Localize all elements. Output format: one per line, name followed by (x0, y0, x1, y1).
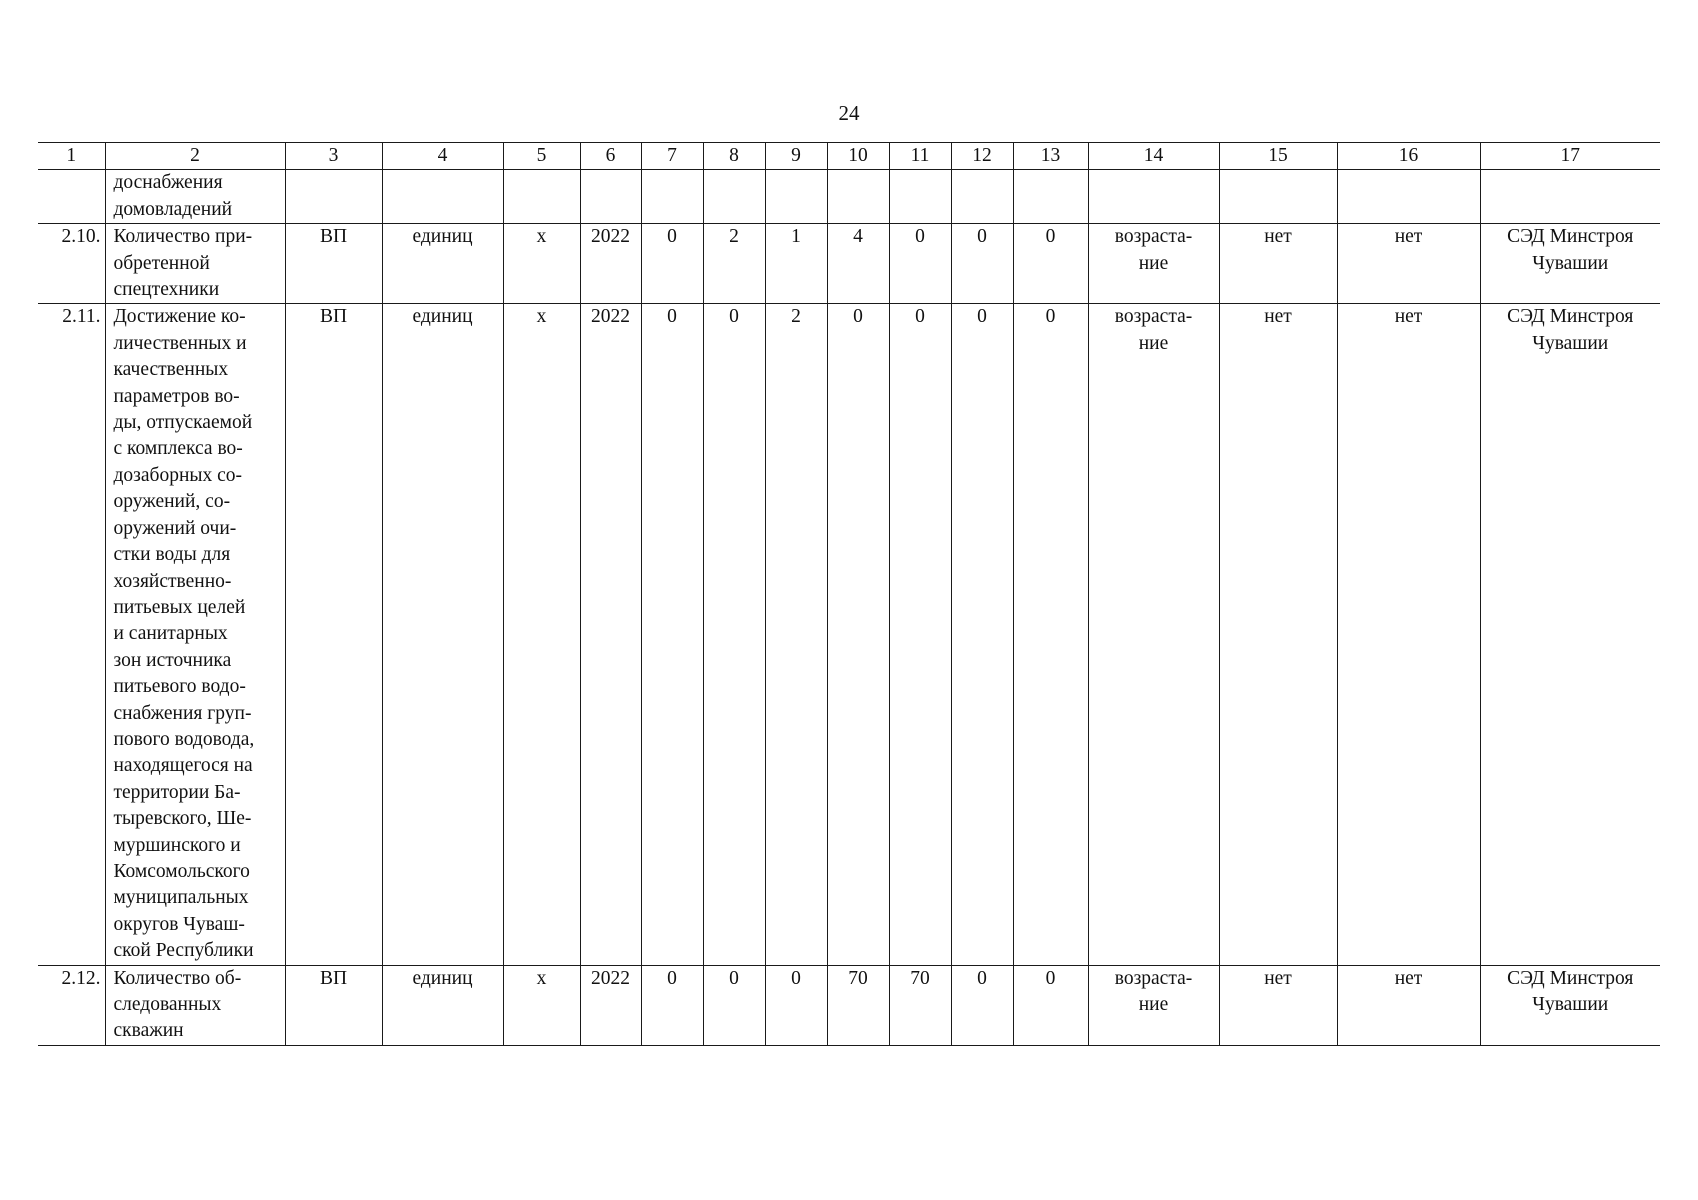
indicator-name-line: Достижение ко- (113, 306, 246, 328)
indicator-name-line: питьевых целей (113, 596, 246, 618)
value-col-15-cell: нет (1219, 965, 1337, 1045)
indicator-type-cell: ВП (285, 304, 382, 965)
column-number: 2 (105, 143, 285, 170)
value-col-13-cell: 0 (1013, 965, 1088, 1045)
indicator-name-line: следованных (113, 994, 222, 1015)
trend-cell (1088, 965, 1219, 1045)
base-value-cell (503, 170, 580, 224)
value-col-9-cell: 1 (765, 224, 827, 304)
base-year-cell: 2022 (580, 304, 641, 965)
info-system-line: Чувашии (1532, 994, 1609, 1015)
value-col-12-cell: 0 (951, 304, 1013, 965)
value-col-9-cell: 2 (765, 304, 827, 965)
info-system-line: СЭД Минстроя (1507, 226, 1634, 248)
base-year-cell (580, 170, 641, 224)
indicator-name-line: домовладений (113, 198, 233, 220)
column-number: 10 (827, 143, 889, 170)
info-system-cell (1480, 224, 1660, 304)
indicator-name-line: находящегося на (113, 755, 253, 777)
base-year-cell: 2022 (580, 965, 641, 1045)
indicator-name-line: снабжения груп- (113, 702, 252, 724)
table-row (38, 304, 1660, 965)
indicator-name-line: оружений, со- (113, 491, 231, 513)
value-col-12-cell: 0 (951, 224, 1013, 304)
value-col-11-cell: 0 (889, 224, 951, 304)
indicator-name-line: доснабжения (113, 172, 223, 194)
value-col-15-cell (1219, 170, 1337, 224)
column-number: 11 (889, 143, 951, 170)
value-col-16-cell: нет (1337, 965, 1480, 1045)
column-number: 3 (285, 143, 382, 170)
indicator-name-line: качественных (113, 359, 229, 381)
column-number: 1 (38, 143, 105, 170)
value-col-11-cell (889, 170, 951, 224)
unit-cell (382, 170, 503, 224)
column-number: 4 (382, 143, 503, 170)
indicator-name-line: округов Чуваш- (113, 913, 245, 935)
indicator-name-line: личественных и (113, 332, 247, 354)
column-number: 12 (951, 143, 1013, 170)
column-number: 7 (641, 143, 703, 170)
indicator-number-cell: 2.12. (38, 965, 105, 1045)
indicator-number-cell: 2.11. (38, 304, 105, 965)
base-year-cell: 2022 (580, 224, 641, 304)
indicator-name-cell (105, 170, 285, 224)
value-col-8-cell: 0 (703, 304, 765, 965)
value-col-12-cell (951, 170, 1013, 224)
unit-cell: единиц (382, 304, 503, 965)
indicator-name-line: пового водовода, (113, 728, 255, 750)
trend-line: ние (1138, 332, 1169, 354)
table-row (38, 170, 1660, 224)
trend-line: ние (1138, 994, 1169, 1015)
indicator-name-line: с комплекса во- (113, 438, 243, 460)
column-number: 5 (503, 143, 580, 170)
indicators-table (38, 142, 1660, 1046)
info-system-cell (1480, 304, 1660, 965)
info-system-line: Чувашии (1532, 332, 1609, 354)
trend-line: возраста- (1114, 226, 1193, 248)
value-col-11-cell: 0 (889, 304, 951, 965)
column-number: 15 (1219, 143, 1337, 170)
base-value-cell: х (503, 304, 580, 965)
table-body (38, 143, 1660, 1046)
unit-cell: единиц (382, 224, 503, 304)
value-col-12-cell: 0 (951, 965, 1013, 1045)
indicator-name-line: Количество при- (113, 226, 253, 248)
indicator-name-line: обретенной (113, 252, 210, 274)
info-system-cell (1480, 965, 1660, 1045)
column-number: 8 (703, 143, 765, 170)
indicator-name-line: дозаборных со- (113, 464, 243, 486)
value-col-7-cell: 0 (641, 224, 703, 304)
trend-line: возраста- (1114, 967, 1193, 989)
info-system-line: СЭД Минстроя (1507, 306, 1634, 328)
indicator-name-line: ды, отпускаемой (113, 412, 253, 434)
info-system-line: СЭД Минстроя (1507, 967, 1634, 989)
indicator-number-cell (38, 170, 105, 224)
indicator-name-line: параметров во- (113, 385, 240, 407)
value-col-7-cell: 0 (641, 304, 703, 965)
table-row (38, 965, 1660, 1045)
trend-line: ние (1138, 252, 1169, 274)
trend-cell (1088, 304, 1219, 965)
value-col-13-cell: 0 (1013, 224, 1088, 304)
table-row (38, 224, 1660, 304)
indicator-name-line: и санитарных (113, 623, 228, 645)
value-col-15-cell: нет (1219, 304, 1337, 965)
value-col-13-cell: 0 (1013, 304, 1088, 965)
indicator-name-cell (105, 224, 285, 304)
value-col-7-cell (641, 170, 703, 224)
value-col-10-cell: 4 (827, 224, 889, 304)
indicator-type-cell: ВП (285, 224, 382, 304)
trend-cell (1088, 224, 1219, 304)
column-number: 14 (1088, 143, 1219, 170)
indicator-name-line: Количество об- (113, 967, 242, 989)
column-number-row (38, 143, 1660, 170)
value-col-16-cell (1337, 170, 1480, 224)
column-number: 13 (1013, 143, 1088, 170)
column-number: 16 (1337, 143, 1480, 170)
trend-line: возраста- (1114, 306, 1193, 328)
indicator-number-cell: 2.10. (38, 224, 105, 304)
indicator-name-line: питьевого водо- (113, 676, 246, 698)
value-col-8-cell: 0 (703, 965, 765, 1045)
value-col-16-cell: нет (1337, 304, 1480, 965)
unit-cell: единиц (382, 965, 503, 1045)
info-system-cell (1480, 170, 1660, 224)
column-number: 9 (765, 143, 827, 170)
column-number: 6 (580, 143, 641, 170)
indicator-type-cell (285, 170, 382, 224)
value-col-10-cell: 70 (827, 965, 889, 1045)
value-col-8-cell (703, 170, 765, 224)
value-col-16-cell: нет (1337, 224, 1480, 304)
value-col-13-cell (1013, 170, 1088, 224)
value-col-15-cell: нет (1219, 224, 1337, 304)
indicator-name-line: скважин (113, 1020, 184, 1042)
indicator-name-cell (105, 304, 285, 965)
indicator-name-cell (105, 965, 285, 1045)
indicator-name-line: спецтехники (113, 279, 220, 301)
info-system-line: Чувашии (1532, 252, 1609, 274)
value-col-7-cell: 0 (641, 965, 703, 1045)
indicator-name-line: хозяйственно- (113, 570, 232, 592)
value-col-10-cell (827, 170, 889, 224)
indicator-name-line: стки воды для (113, 544, 231, 566)
indicator-name-line: муниципальных (113, 887, 249, 909)
page-number: 24 (838, 101, 860, 125)
value-col-8-cell: 2 (703, 224, 765, 304)
value-col-10-cell: 0 (827, 304, 889, 965)
indicator-name-line: Комсомольского (113, 860, 250, 882)
indicator-name-line: тыревского, Ше- (113, 808, 252, 830)
indicator-name-line: зон источника (113, 649, 232, 671)
trend-cell (1088, 170, 1219, 224)
indicator-name-line: территории Ба- (113, 781, 241, 803)
base-value-cell: х (503, 224, 580, 304)
value-col-11-cell: 70 (889, 965, 951, 1045)
indicator-name-line: оружений очи- (113, 517, 237, 539)
indicator-name-line: муршинского и (113, 834, 241, 856)
column-number: 17 (1480, 143, 1660, 170)
indicator-name-line: ской Республики (113, 940, 254, 962)
indicator-type-cell: ВП (285, 965, 382, 1045)
value-col-9-cell (765, 170, 827, 224)
value-col-9-cell: 0 (765, 965, 827, 1045)
base-value-cell: х (503, 965, 580, 1045)
